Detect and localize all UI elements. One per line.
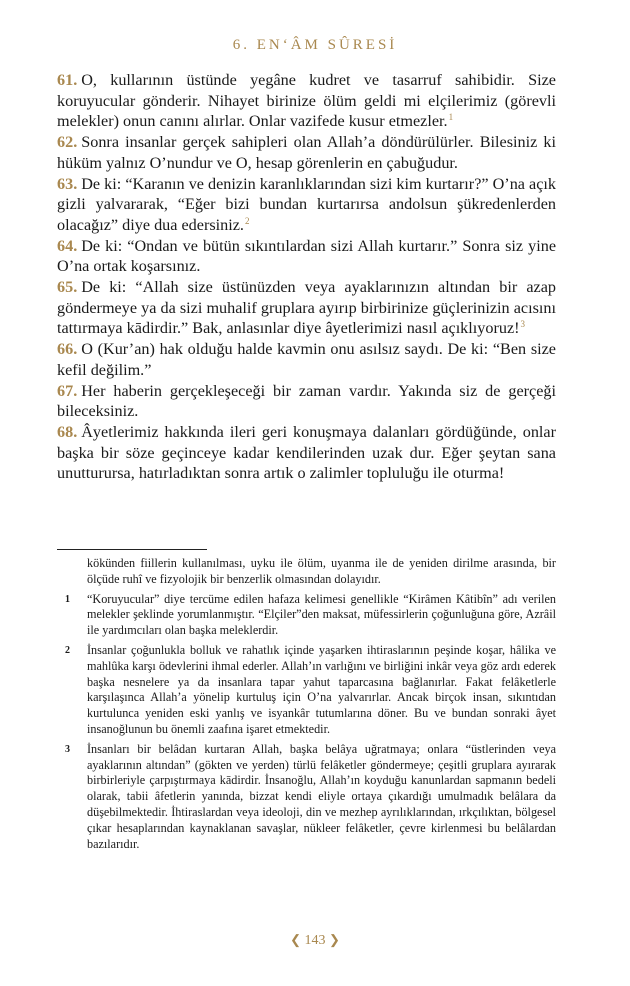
verse-68 xyxy=(57,422,556,484)
verse-number: 65. xyxy=(57,278,78,297)
verse-list xyxy=(57,70,556,484)
ornament-left-icon: ❮ xyxy=(290,932,301,947)
footnote-2 xyxy=(57,643,556,738)
footnote-number: 2 xyxy=(65,644,70,656)
footnote-text: “Koruyucular” diye tercüme edilen hafaza kelimesi genellikle “Kirâmen Kâtibîn” adı verilen melekler şeklinde yorumlanmıştır. “Elçiler”den maksat, müfessirlerin çoğunluğuna göre, Azrâil ile yardımcıları olan başka meleklerdir. xyxy=(87,591,556,638)
footnote-ref[interactable]: 1 xyxy=(448,112,454,123)
verse-number: 64. xyxy=(57,236,78,255)
verse-65 xyxy=(57,277,556,339)
verse-number: 68. xyxy=(57,422,78,441)
footnote-text: İnsanları bir belâdan kurtaran Allah, başka belâya uğratmaya; onlara “üstlerinden veya ayaklarının altından” (gökten ve yerden) türlü felâketler göndermeye; çeşitli gruplara ayırarak birbirleriyle çarpıştırmaya kādirdir. İnsanoğlu, Allah’ın koyduğu kanunlardan sapmanın bedeli olarak, tabii âfetlerin yanında, bizzat kendi eliyle ortaya çıkardığı umulmadık belâlara da düşebilmektedir. İhtiraslardan veya ideoloji, din ve mezhep ayrılıklarından, ırkçılıktan, bölgesel çıkar hesaplarından kaynaklanan savaşlar, nükleer felâketler, çevre kirlenmesi bu belâlardan bazılarıdır. xyxy=(87,741,556,851)
verse-number: 61. xyxy=(57,71,78,89)
footnote-text: İnsanlar çoğunlukla bolluk ve rahatlık içinde yaşarken ihtiraslarının peşinde koşar, hâlika ve mahlûka karşı ödevlerini ihmal ederler. Allah’ın varlığını ve birliğini inkâr veya göz ardı ederek başka nesnelere ya da insanlara tapar yahut taparcasına bağlanırlar. Fakat felâketlerle karşılaşınca Allah’a yönelip kurtuluş için O’na yalvarırlar. Ancak birçok insan, sıkıntıdan kurtulunca yeniden eski yanlış ve isyankâr tutumlarına döner. Bu ve bundan sonraki âyet insanoğlunun bu önemli zaafına işaret etmektedir. xyxy=(87,642,556,736)
page-number-value: 143 xyxy=(304,933,326,948)
footnote-number: 1 xyxy=(65,593,70,605)
verse-text: O, kullarının üstünde yegâne kudret ve tasarruf sahibidir. Size koruyucular gönderir. Nihayet birinize ölüm geldi mi elçilerimiz (görevli melekler) onun canını alırlar. Onlar vazifede kusur etmezler. xyxy=(57,71,556,131)
verse-67 xyxy=(57,381,556,422)
verse-61 xyxy=(57,70,556,132)
verse-text: Âyetlerimiz hakkında ileri geri konuşmaya dalanları gördüğünde, onlar başka bir söze geçinceye kadar kendilerinden uzak dur. Eğer şeytan sana unutturursa, hatırladıktan sonra artık o zalimler topluluğu ile oturma! xyxy=(57,422,556,483)
footnote-ref[interactable]: 2 xyxy=(244,215,250,226)
footnote-divider xyxy=(57,549,207,550)
verse-text: Her haberin gerçekleşeceği bir zaman vardır. Yakında siz de gerçeği bileceksiniz. xyxy=(57,381,556,421)
verse-text: De ki: “Allah size üstünüzden veya ayaklarınızın altından bir azap göndermeye ya da sizi muhalif gruplara ayırıp birbirinize güçlerinizin acısını tattırmaya kādirdir.” Bak, anlasınlar diye âyetlerimizi nasıl açıklıyoruz! xyxy=(57,278,556,338)
footnote-number: 3 xyxy=(65,743,70,755)
verse-number: 62. xyxy=(57,133,78,152)
footnote-continuation xyxy=(57,556,556,588)
footnote-text: kökünden fiillerin kullanılması, uyku ile ölüm, uyanma ile de yeniden dirilme arasında, bir ölçüde ruhî ve fizyolojik bir benzerlik olmasından dolayıdır. xyxy=(87,556,556,586)
page-number xyxy=(0,932,630,949)
verse-text: De ki: “Karanın ve denizin karanlıklarından sizi kim kurtarır?” O’na açık gizli yalvararak, “Eğer bizi bundan kurtarırsa andolsun şükredenlerden olacağız” diye dua edersiniz. xyxy=(57,174,556,234)
verse-62 xyxy=(57,132,556,173)
footnote-ref[interactable]: 3 xyxy=(520,319,526,330)
verse-number: 63. xyxy=(57,174,78,193)
footnote-1 xyxy=(57,592,556,639)
verse-64 xyxy=(57,236,556,277)
verse-number: 67. xyxy=(57,381,78,400)
footnote-list xyxy=(57,556,556,856)
verse-text: O (Kur’an) hak olduğu halde kavmin onu asılsız saydı. De ki: “Ben size kefil değilim.” xyxy=(57,340,556,379)
verse-number: 66. xyxy=(57,340,78,359)
verse-63 xyxy=(57,174,556,236)
verse-text: Sonra insanlar gerçek sahipleri olan Allah’a döndürülürler. Bilesiniz ki hüküm yalnız O’nundur ve O, hesap görenlerin en çabuğudur. xyxy=(57,133,556,172)
verse-text: De ki: “Ondan ve bütün sıkıntılardan sizi Allah kurtarır.” Sonra siz yine O’na ortak koşarsınız. xyxy=(57,236,556,276)
ornament-right-icon: ❯ xyxy=(329,932,340,947)
running-header: 6. EN‘ÂM SÛRESİ xyxy=(232,37,398,53)
verse-66 xyxy=(57,339,556,380)
footnote-3 xyxy=(57,742,556,853)
